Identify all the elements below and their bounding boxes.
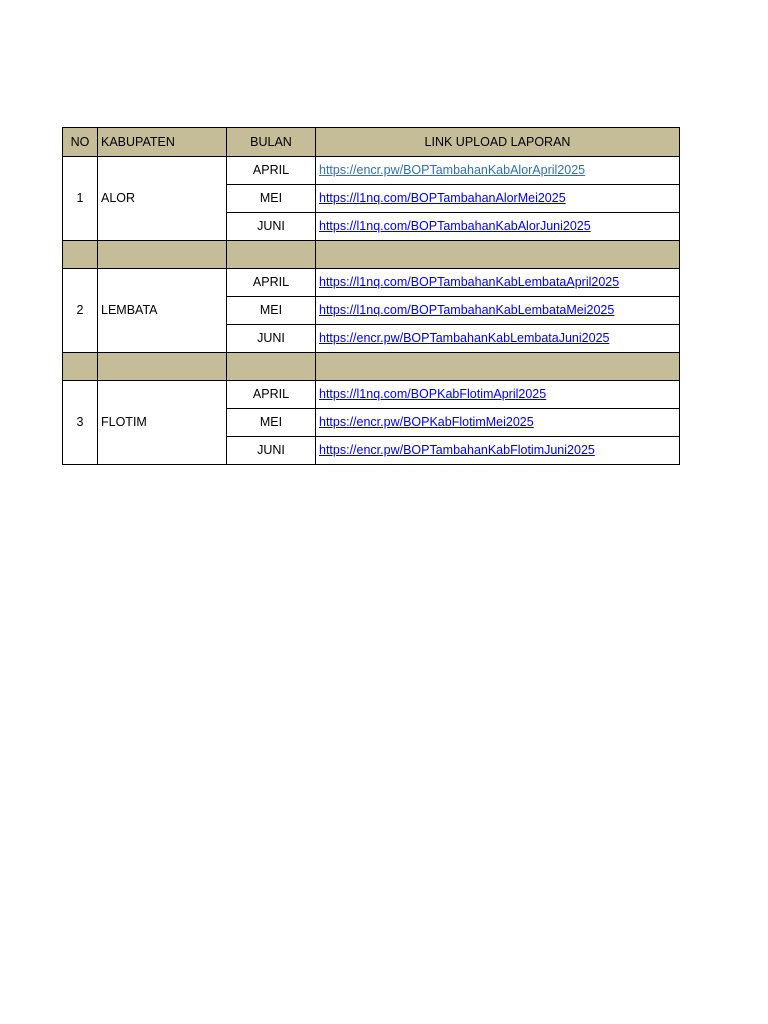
header-kabupaten: KABUPATEN bbox=[98, 128, 227, 157]
upload-link[interactable]: https://l1nq.com/BOPKabFlotimApril2025 bbox=[319, 387, 547, 401]
kabupaten-name: ALOR bbox=[98, 157, 227, 241]
upload-link[interactable]: https://l1nq.com/BOPTambahanAlorMei2025 bbox=[319, 191, 566, 205]
header-no: NO bbox=[63, 128, 98, 157]
row-number: 1 bbox=[63, 157, 98, 241]
separator-cell bbox=[316, 241, 680, 269]
link-cell bbox=[316, 325, 680, 353]
bulan-cell: APRIL bbox=[227, 381, 316, 409]
link-cell bbox=[316, 409, 680, 437]
upload-link[interactable]: https://l1nq.com/BOPTambahanKabAlorJuni2025 bbox=[319, 219, 591, 233]
table-row bbox=[63, 157, 680, 185]
separator-cell bbox=[63, 353, 98, 381]
link-cell bbox=[316, 381, 680, 409]
separator-cell bbox=[316, 353, 680, 381]
header-bulan: BULAN bbox=[227, 128, 316, 157]
upload-link[interactable]: https://encr.pw/BOPTambahanKabFlotimJuni2025 bbox=[319, 443, 595, 457]
upload-link[interactable]: https://l1nq.com/BOPTambahanKabLembataMei2025 bbox=[319, 303, 615, 317]
upload-link[interactable]: https://encr.pw/BOPTambahanKabAlorApril2025 bbox=[319, 163, 586, 177]
bulan-cell: APRIL bbox=[227, 269, 316, 297]
separator-cell bbox=[227, 353, 316, 381]
link-cell bbox=[316, 269, 680, 297]
header-link: LINK UPLOAD LAPORAN bbox=[316, 128, 680, 157]
row-number: 2 bbox=[63, 269, 98, 353]
bulan-cell: JUNI bbox=[227, 325, 316, 353]
link-cell bbox=[316, 437, 680, 465]
bulan-cell: MEI bbox=[227, 409, 316, 437]
bulan-cell: JUNI bbox=[227, 437, 316, 465]
separator-row bbox=[63, 241, 680, 269]
upload-link[interactable]: https://l1nq.com/BOPTambahanKabLembataApril2025 bbox=[319, 275, 620, 289]
link-cell bbox=[316, 185, 680, 213]
kabupaten-name: FLOTIM bbox=[98, 381, 227, 465]
table-row bbox=[63, 381, 680, 409]
kabupaten-name: LEMBATA bbox=[98, 269, 227, 353]
link-cell bbox=[316, 297, 680, 325]
header-row bbox=[63, 128, 680, 157]
separator-cell bbox=[227, 241, 316, 269]
link-cell bbox=[316, 213, 680, 241]
bulan-cell: APRIL bbox=[227, 157, 316, 185]
separator-row bbox=[63, 353, 680, 381]
separator-cell bbox=[98, 241, 227, 269]
bulan-cell: MEI bbox=[227, 297, 316, 325]
bulan-cell: MEI bbox=[227, 185, 316, 213]
upload-link[interactable]: https://encr.pw/BOPKabFlotimMei2025 bbox=[319, 415, 534, 429]
report-table bbox=[62, 127, 680, 465]
link-cell bbox=[316, 157, 680, 185]
upload-link[interactable]: https://encr.pw/BOPTambahanKabLembataJuni2025 bbox=[319, 331, 610, 345]
table-row bbox=[63, 269, 680, 297]
bulan-cell: JUNI bbox=[227, 213, 316, 241]
row-number: 3 bbox=[63, 381, 98, 465]
separator-cell bbox=[63, 241, 98, 269]
separator-cell bbox=[98, 353, 227, 381]
